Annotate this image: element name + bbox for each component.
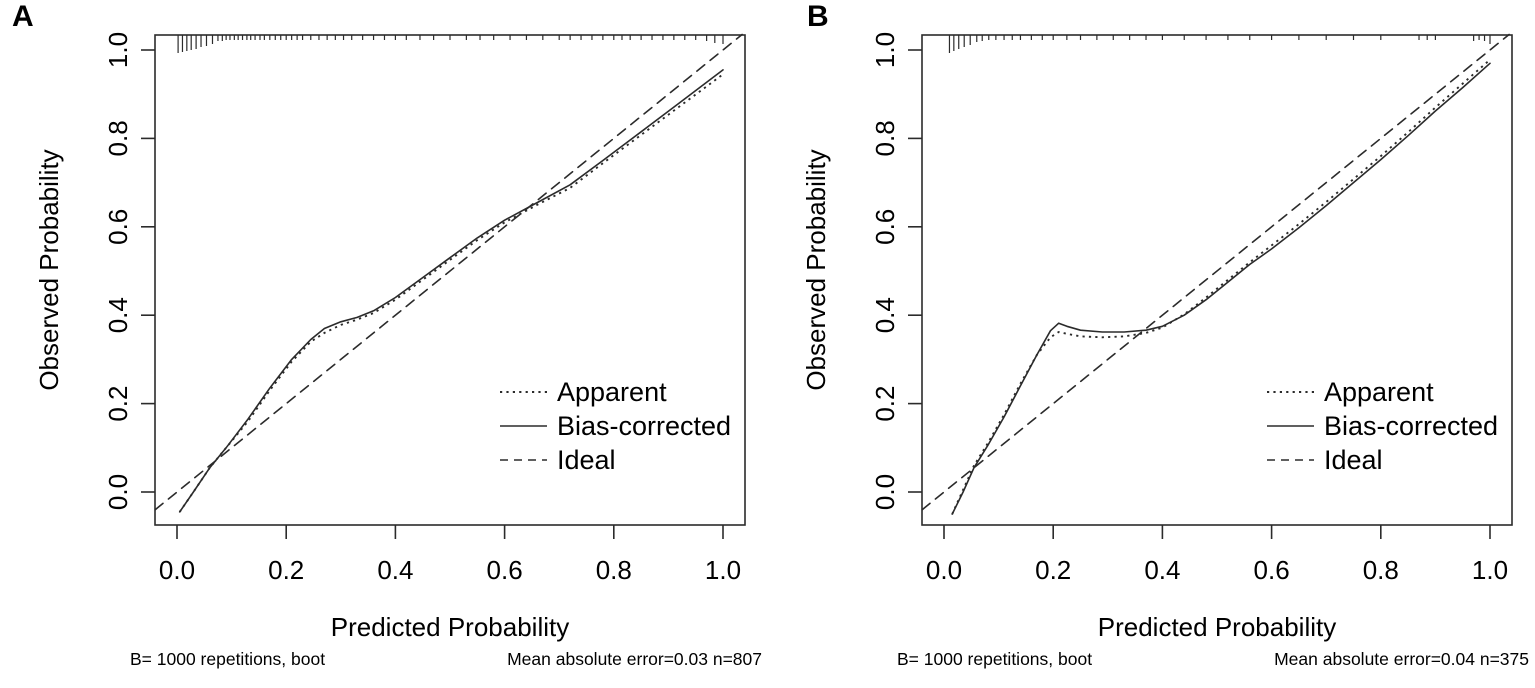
x-axis (159, 525, 741, 585)
footer-repetitions: B= 1000 repetitions, boot (130, 649, 326, 669)
x-axis (926, 525, 1508, 585)
y-tick-label: 0.8 (103, 120, 133, 157)
x-tick-label: 0.4 (1144, 555, 1181, 585)
y-tick-label: 0.4 (870, 297, 900, 334)
plot-box (155, 35, 745, 525)
panel-A (0, 0, 767, 688)
x-tick-label: 0.6 (1253, 555, 1290, 585)
x-tick-label: 1.0 (704, 555, 742, 585)
legend-label: Ideal (557, 445, 616, 475)
x-axis-title: Predicted Probability (1097, 612, 1337, 642)
legend-label: Bias-corrected (557, 411, 732, 441)
x-axis-title: Predicted Probability (330, 612, 570, 642)
x-tick-label: 0.2 (268, 555, 305, 585)
x-tick-label: 0.4 (377, 555, 414, 585)
rug-plot (949, 35, 1490, 53)
footer-repetitions: B= 1000 repetitions, boot (897, 649, 1093, 669)
calibration-plot-B (767, 0, 1534, 688)
legend-label: Bias-corrected (1324, 411, 1499, 441)
x-tick-label: 1.0 (1471, 555, 1509, 585)
y-tick-label: 0.4 (103, 297, 133, 334)
y-tick-label: 0.8 (870, 120, 900, 157)
plot-box (922, 35, 1512, 525)
y-tick-label: 1.0 (103, 31, 133, 69)
y-tick-label: 0.0 (103, 473, 133, 511)
footer-mean-abs-error: Mean absolute error=0.04 n=375 (1274, 649, 1529, 669)
y-tick-label: 1.0 (870, 31, 900, 69)
legend-label: Apparent (557, 377, 667, 407)
curve-apparent (180, 74, 723, 512)
y-tick-label: 0.6 (870, 208, 900, 245)
y-tick-label: 0.0 (870, 473, 900, 511)
legend-label: Apparent (1324, 377, 1434, 407)
curve-bias-corrected (180, 70, 723, 512)
panel-B (767, 0, 1534, 688)
footer-mean-abs-error: Mean absolute error=0.03 n=807 (507, 649, 762, 669)
y-axis-title: Observed Probability (34, 149, 64, 391)
legend (500, 377, 731, 475)
legend-label: Ideal (1324, 445, 1383, 475)
x-tick-label: 0.6 (486, 555, 523, 585)
calibration-plot-A (0, 0, 767, 688)
y-axis (870, 32, 922, 510)
rug-plot (178, 35, 723, 53)
x-tick-label: 0.0 (925, 555, 963, 585)
x-tick-label: 0.8 (595, 555, 632, 585)
panel-B-label: B (807, 0, 830, 33)
y-axis-title: Observed Probability (801, 149, 831, 391)
legend (1267, 377, 1498, 475)
x-tick-label: 0.0 (158, 555, 196, 585)
panel-A-label: A (12, 0, 35, 33)
y-tick-label: 0.2 (870, 385, 900, 422)
y-tick-label: 0.6 (103, 208, 133, 245)
y-tick-label: 0.2 (103, 385, 133, 422)
x-tick-label: 0.8 (1362, 555, 1399, 585)
y-axis (103, 32, 155, 510)
x-tick-label: 0.2 (1035, 555, 1072, 585)
